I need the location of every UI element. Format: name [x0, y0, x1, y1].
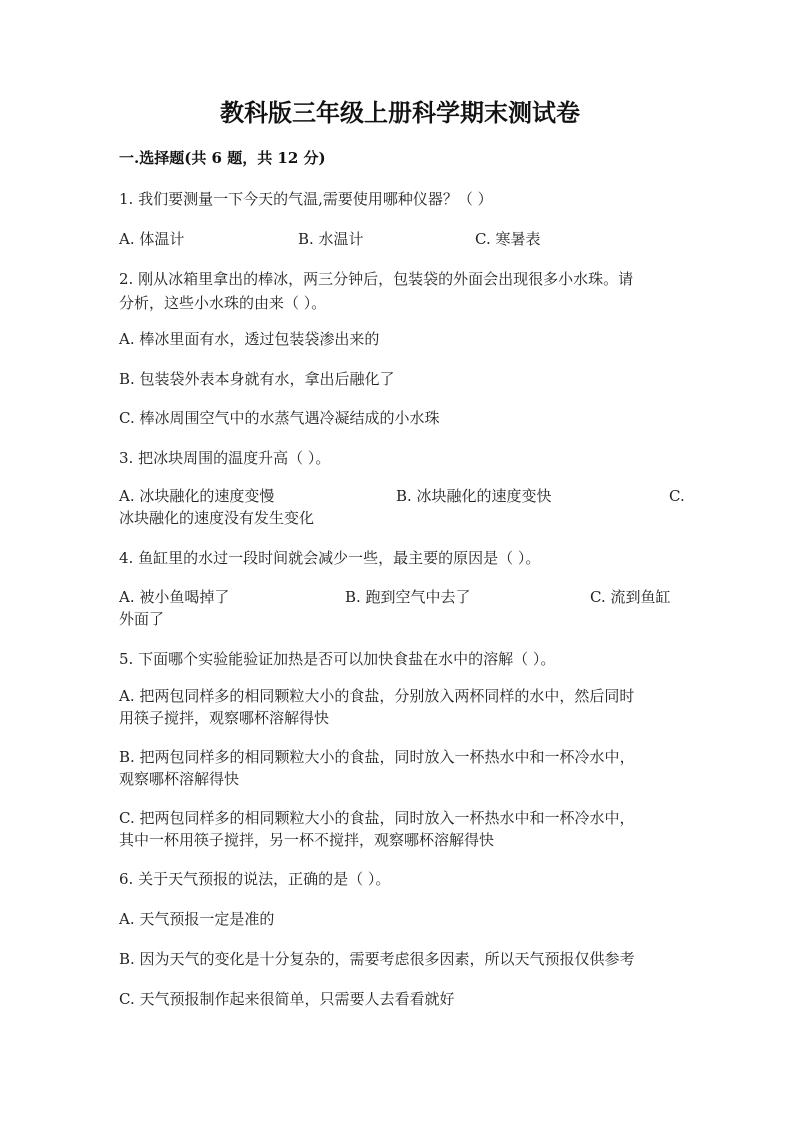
question-4-option-c: C. 流到鱼缸: [590, 588, 671, 606]
question-5-option-b-line-2: 观察哪杯溶解得快: [119, 770, 240, 788]
question-2-option-c: C. 棒冰周围空气中的水蒸气遇冷凝结成的小水珠: [119, 409, 440, 427]
question-3-stem: 3. 把冰块周围的温度升高（ ）。: [119, 449, 331, 467]
question-2-option-b: B. 包装袋外表本身就有水，拿出后融化了: [119, 370, 395, 388]
question-1-option-b: B. 水温计: [298, 230, 364, 248]
question-4-option-b: B. 跑到空气中去了: [345, 588, 471, 606]
question-3-option-c-text: 冰块融化的速度没有发生变化: [119, 509, 315, 527]
question-1-option-c: C. 寒暑表: [475, 230, 541, 248]
question-6-option-c: C. 天气预报制作起来很简单，只需要人去看看就好: [119, 990, 455, 1008]
question-6-stem: 6. 关于天气预报的说法，正确的是（ ）。: [119, 870, 391, 888]
question-1-option-a: A. 体温计: [119, 230, 185, 248]
question-6-option-a: A. 天气预报一定是准的: [119, 910, 275, 928]
question-6-option-b: B. 因为天气的变化是十分复杂的，需要考虑很多因素，所以天气预报仅供参考: [119, 950, 635, 968]
question-2-stem-line-2: 分析，这些小水珠的由来（ ）。: [119, 294, 327, 312]
question-3-option-c-prefix: C.: [669, 487, 685, 505]
question-5-option-c-line-1: C. 把两包同样多的相同颗粒大小的食盐，同时放入一杯热水中和一杯冷水中，: [119, 809, 635, 827]
page-title: 教科版三年级上册科学期末测试卷: [220, 98, 580, 127]
question-4-stem: 4. 鱼缸里的水过一段时间就会减少一些，最主要的原因是（ ）。: [119, 549, 541, 567]
question-5-option-a-line-2: 用筷子搅拌，观察哪杯溶解得快: [119, 709, 330, 727]
question-5-option-b-line-1: B. 把两包同样多的相同颗粒大小的食盐，同时放入一杯热水中和一杯冷水中，: [119, 748, 635, 766]
question-2-stem-line-1: 2. 刚从冰箱里拿出的棒冰，两三分钟后，包装袋的外面会出现很多小水珠。请: [119, 270, 634, 288]
question-5-option-a-line-1: A. 把两包同样多的相同颗粒大小的食盐，分别放入两杯同样的水中，然后同时: [119, 687, 635, 705]
question-5-stem: 5. 下面哪个实验能验证加热是否可以加快食盐在水中的溶解（ ）。: [119, 650, 556, 668]
question-4-option-a: A. 被小鱼喝掉了: [119, 588, 230, 606]
question-3-option-a: A. 冰块融化的速度变慢: [119, 487, 275, 505]
question-3-option-b: B. 冰块融化的速度变快: [396, 487, 552, 505]
question-4-option-c-continued: 外面了: [119, 610, 165, 628]
question-1-stem: 1. 我们要测量一下今天的气温,需要使用哪种仪器？（ ）: [119, 190, 493, 208]
section-heading: 一.选择题(共 6 题，共 12 分): [119, 149, 326, 167]
question-2-option-a: A. 棒冰里面有水，透过包装袋渗出来的: [119, 330, 380, 348]
question-5-option-c-line-2: 其中一杯用筷子搅拌，另一杯不搅拌，观察哪杯溶解得快: [119, 831, 495, 849]
